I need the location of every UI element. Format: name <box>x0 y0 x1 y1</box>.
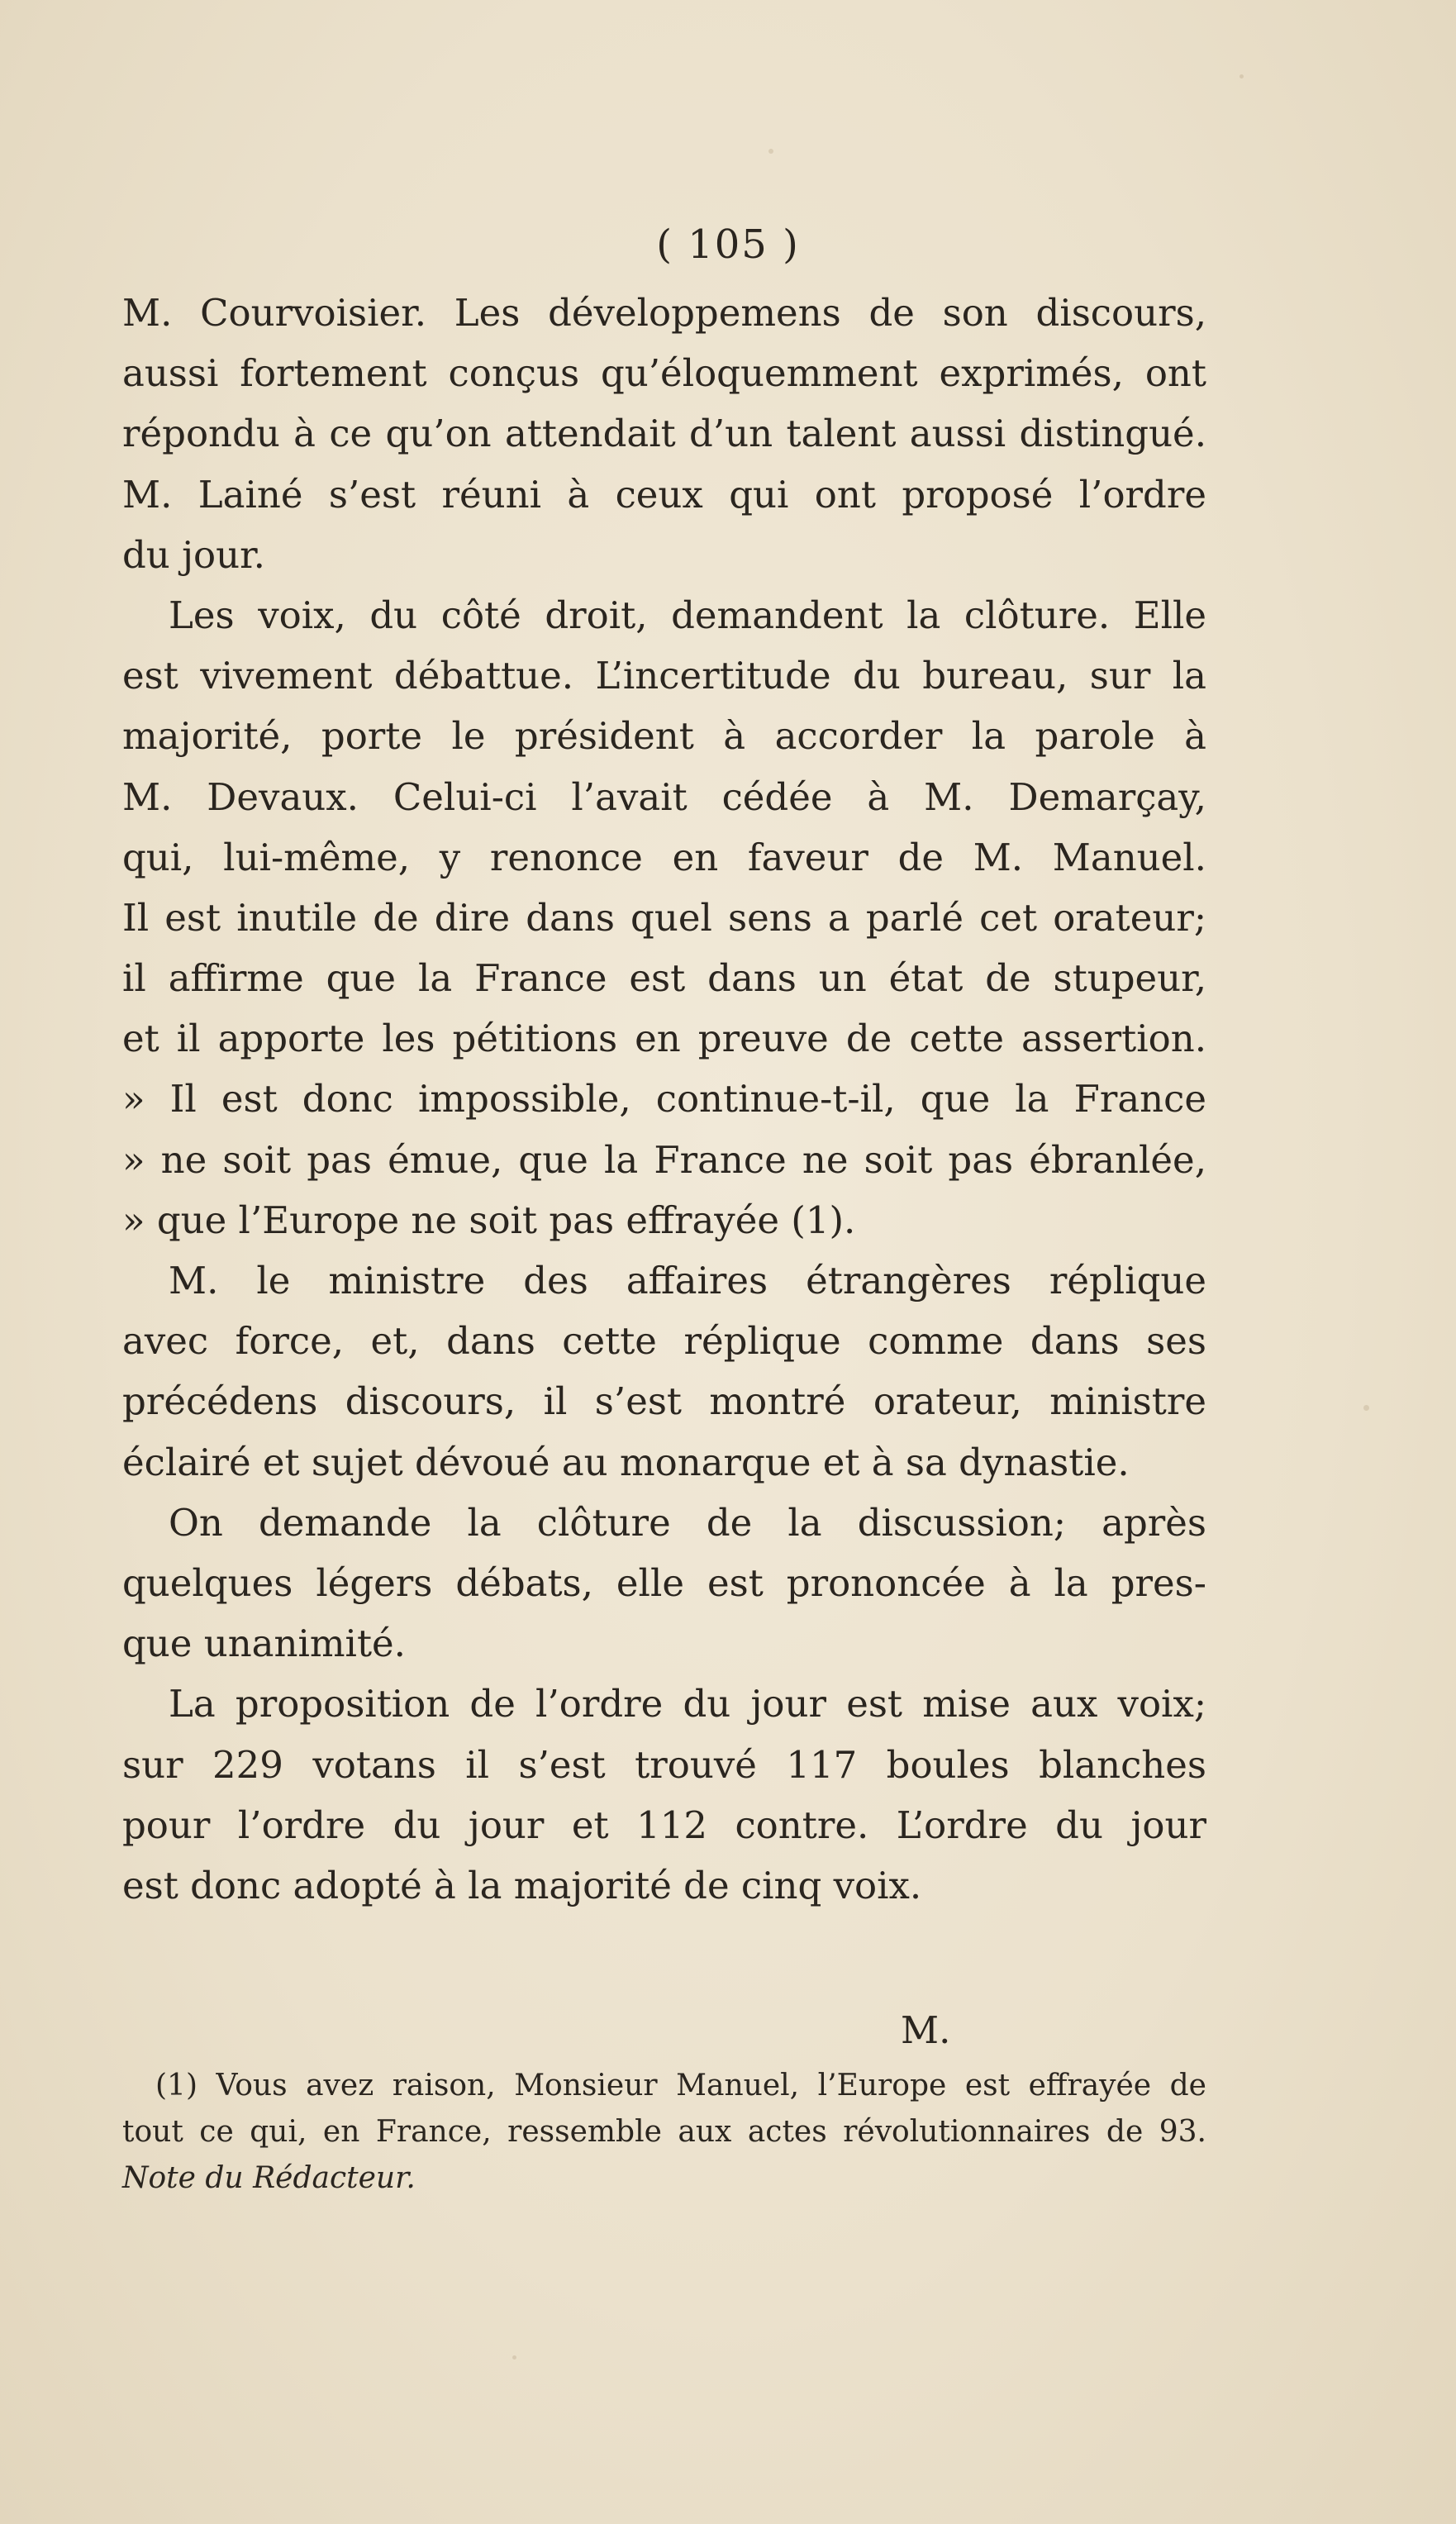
paper-spot <box>768 149 773 154</box>
paper-spot <box>1363 1405 1369 1411</box>
text-line: éclairé et sujet dévoué au monarque et à sa dynastie. <box>122 1440 1130 1484</box>
text-line: sur 229 votans il s’est trouvé 117 boules blanches <box>122 1742 1206 1787</box>
footnote-attribution: Note du Rédacteur. <box>122 2161 416 2195</box>
text-line: il affirme que la France est dans un état de stupeur, <box>122 956 1206 1001</box>
text-line: M. Lainé s’est réuni à ceux qui ont proposé l’ordre <box>122 472 1206 517</box>
body-text <box>122 283 1206 1916</box>
text-line: avec force, et, dans cette réplique comme dans ses <box>122 1319 1206 1364</box>
text-line: répondu à ce qu’on attendait d’un talent aussi distingué. <box>122 412 1206 456</box>
text-line: majorité, porte le président à accorder la parole à <box>122 714 1206 759</box>
text-line: et il apporte les pétitions en preuve de cette assertion. <box>122 1017 1206 1061</box>
text-line: M. Devaux. Celui-ci l’avait cédée à M. Demarçay, <box>122 774 1206 819</box>
text-line: » que l’Europe ne soit pas effrayée (1). <box>122 1198 856 1242</box>
page-number: ( 105 ) <box>656 221 800 268</box>
footnote <box>122 2063 1206 2202</box>
catchword: M. <box>901 2008 951 2052</box>
footnote-line: (1) Vous avez raison, Monsieur Manuel, l’Europe est effrayée de <box>155 2069 1206 2103</box>
text-line: est donc adopté à la majorité de cinq voix. <box>122 1863 922 1907</box>
text-line: » ne soit pas émue, que la France ne soit pas ébranlée, <box>122 1137 1206 1182</box>
text-line: du jour. <box>122 532 265 577</box>
text-line: Les voix, du côté droit, demandent la clôture. Elle <box>169 593 1206 637</box>
paper-spot <box>1240 74 1244 79</box>
text-line: précédens discours, il s’est montré orateur, ministre <box>122 1379 1206 1424</box>
text-line: pour l’ordre du jour et 112 contre. L’ordre du jour <box>122 1803 1206 1847</box>
footnote-line: tout ce qui, en France, ressemble aux actes révolutionnaires de 93. <box>122 2115 1206 2149</box>
text-line: est vivement débattue. L’incertitude du bureau, sur la <box>122 654 1206 698</box>
text-line: Il est inutile de dire dans quel sens a parlé cet orateur; <box>122 895 1206 940</box>
text-line: que unanimité. <box>122 1622 406 1666</box>
text-line: La proposition de l’ordre du jour est mise aux voix; <box>169 1682 1206 1726</box>
text-line: aussi fortement conçus qu’éloquemment exprimés, ont <box>122 351 1206 396</box>
text-line: » Il est donc impossible, continue-t-il, que la France <box>122 1077 1206 1122</box>
text-line: qui, lui-même, y renonce en faveur de M. Manuel. <box>122 835 1206 879</box>
text-line: On demande la clôture de la discussion; après <box>169 1500 1206 1545</box>
text-line: M. Courvoisier. Les développemens de son discours, <box>122 291 1206 335</box>
paper-spot <box>512 2355 516 2360</box>
text-line: quelques légers débats, elle est prononcée à la pres- <box>122 1560 1206 1605</box>
text-line: M. le ministre des affaires étrangères réplique <box>169 1259 1206 1302</box>
